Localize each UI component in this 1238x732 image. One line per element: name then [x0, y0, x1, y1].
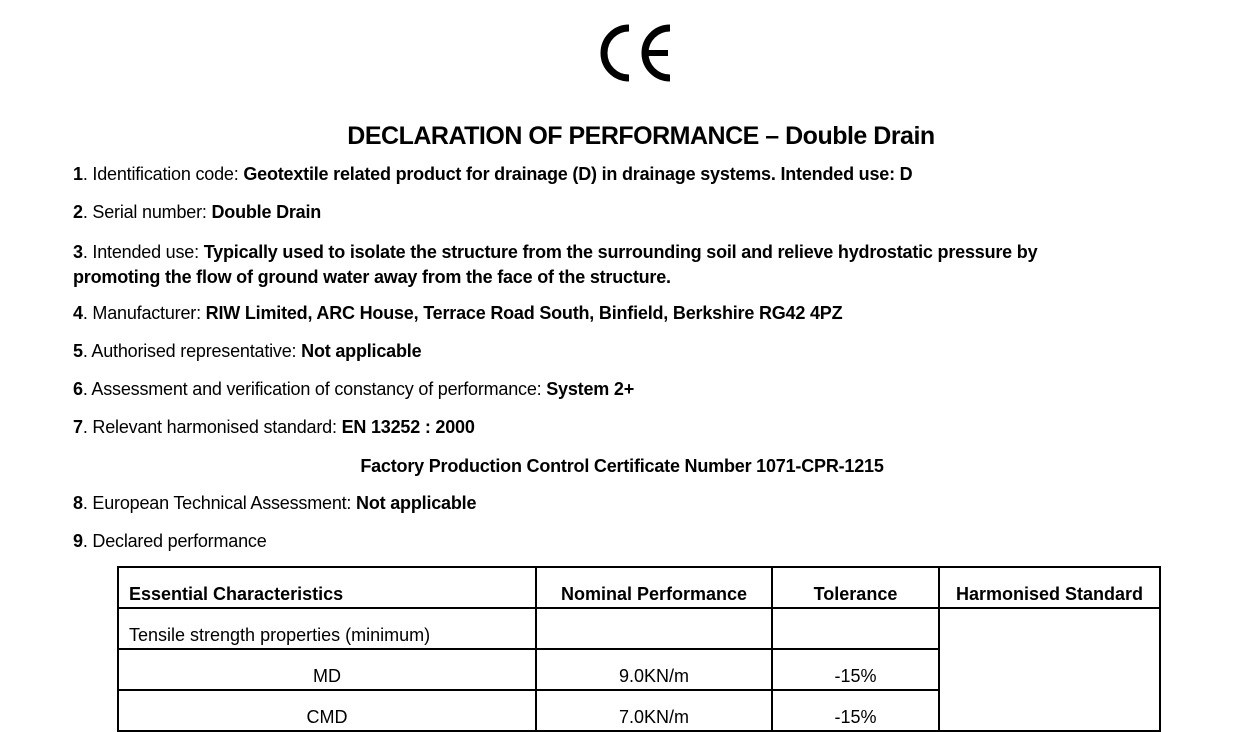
cell-tolerance: -15%: [772, 690, 939, 731]
page-title: DECLARATION OF PERFORMANCE – Double Drain: [347, 122, 935, 150]
item-value: Geotextile related product for drainage (D) in drainage systems. Intended use: D: [243, 164, 913, 184]
header-nominal-performance: Nominal Performance: [536, 567, 772, 608]
item-number: 1: [73, 164, 83, 184]
cell-tolerance: [772, 608, 939, 649]
header-tolerance: Tolerance: [772, 567, 939, 608]
cell-tolerance: -15%: [772, 649, 939, 690]
item-serial-number: [73, 202, 321, 223]
item-label: . Assessment and verification of constancy of performance:: [82, 379, 547, 399]
item-label: . European Technical Assessment:: [82, 493, 357, 513]
item-label: . Manufacturer:: [82, 303, 206, 323]
item-label: . Relevant harmonised standard:: [82, 417, 342, 437]
fpc-certificate-number: Factory Production Control Certificate Number 1071-CPR-1215: [360, 456, 884, 476]
item-number: 2: [73, 202, 83, 222]
item-value: Typically used to isolate the structure from the surrounding soil and relieve hydrostatic pressure by promoting the flow of ground water away from the face of the structure.: [73, 242, 1038, 287]
header-essential-characteristics: Essential Characteristics: [118, 567, 536, 608]
item-harmonised-standard: [73, 417, 475, 438]
cell-nominal: 9.0KN/m: [536, 649, 772, 690]
item-value: RIW Limited, ARC House, Terrace Road South, Binfield, Berkshire RG42 4PZ: [205, 303, 843, 323]
table-header-row: [118, 567, 1160, 608]
item-number: 7: [73, 417, 83, 437]
cell-characteristic: CMD: [118, 690, 536, 731]
item-number: 3: [73, 242, 83, 262]
item-value: Not applicable: [356, 493, 477, 513]
item-value: System 2+: [546, 379, 635, 399]
cell-characteristic: MD: [118, 649, 536, 690]
item-intended-use: [73, 240, 1113, 290]
item-number: 4: [73, 303, 83, 323]
item-identification-code: [73, 164, 912, 185]
item-value: Not applicable: [301, 341, 422, 361]
cell-harmonised-standard: [939, 608, 1160, 731]
item-number: 8: [73, 493, 83, 513]
item-declared-performance: [73, 531, 267, 552]
item-label: . Declared performance: [82, 531, 267, 551]
item-label: . Intended use:: [82, 242, 204, 262]
item-number: 6: [73, 379, 83, 399]
cell-nominal: 7.0KN/m: [536, 690, 772, 731]
header-harmonised-standard: Harmonised Standard: [939, 567, 1160, 608]
item-value: Double Drain: [211, 202, 322, 222]
item-label: . Serial number:: [82, 202, 212, 222]
item-european-technical-assessment: [73, 493, 476, 514]
item-value: EN 13252 : 2000: [341, 417, 475, 437]
item-label: . Identification code:: [82, 164, 244, 184]
item-number: 5: [73, 341, 83, 361]
cell-characteristic: Tensile strength properties (minimum): [118, 608, 536, 649]
item-authorised-representative: [73, 341, 421, 362]
cell-nominal: [536, 608, 772, 649]
ce-mark-icon: [596, 22, 676, 84]
declared-performance-table: [117, 566, 1161, 732]
item-number: 9: [73, 531, 83, 551]
item-assessment-verification: [73, 379, 634, 400]
item-label: . Authorised representative:: [82, 341, 302, 361]
table-row: [118, 608, 1160, 649]
item-manufacturer: [73, 303, 842, 324]
